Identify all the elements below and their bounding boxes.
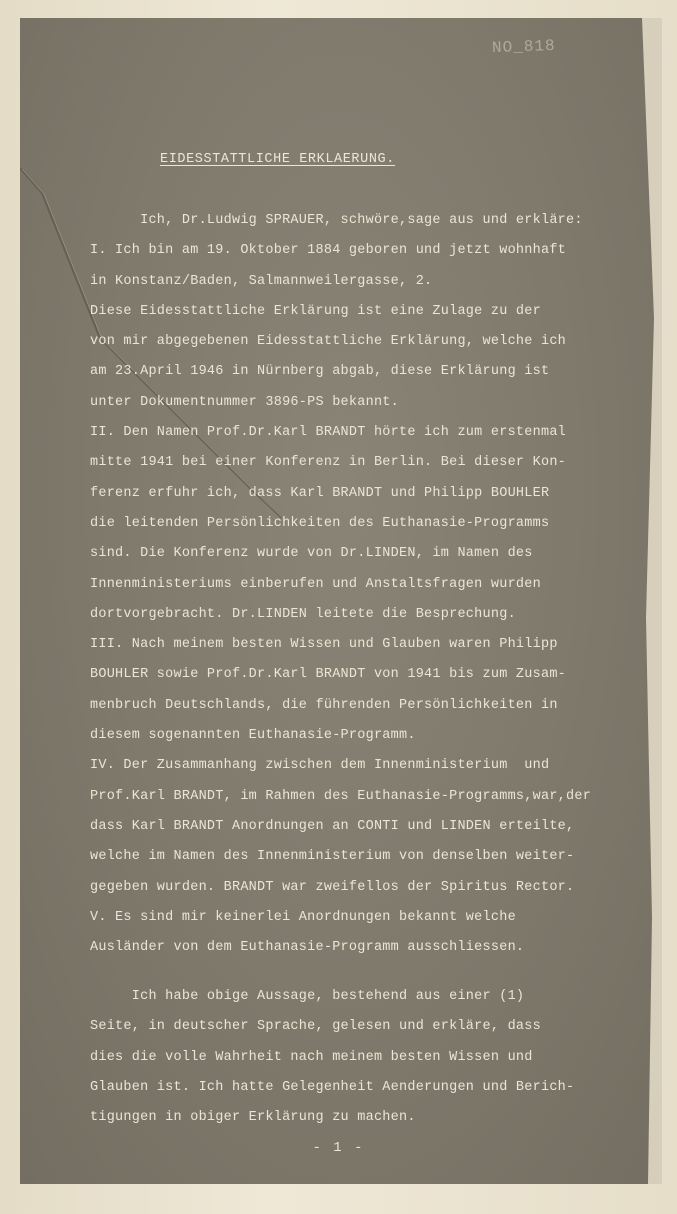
text-line: Innenministeriums einberufen und Anstaltsfragen wurden [90,576,541,592]
closing-line: tigungen in obiger Erklärung zu machen. [90,1110,416,1126]
text-line: menbruch Deutschlands, die führenden Persönlichkeiten in [90,697,558,713]
text-line: welche im Namen des Innenministerium von denselben weiter- [90,849,575,865]
text-line: dortvorgebracht. Dr.LINDEN leitete die Besprechung. [90,606,516,622]
text-line: am 23.April 1946 in Nürnberg abgab, diese Erklärung ist [90,364,550,380]
declaration-body [90,206,650,963]
text-line: die leitenden Persönlichkeiten des Euthanasie-Programms [90,515,550,531]
text-line: unter Dokumentnummer 3896-PS bekannt. [90,394,399,410]
text-line: IV. Der Zusammanhang zwischen dem Innenministerium und [90,758,550,774]
closing-line: Ich habe obige Aussage, bestehend aus einer (1) [90,989,525,1004]
text-line: Prof.Karl BRANDT, im Rahmen des Euthanasie-Programms,war,der [90,788,592,804]
text-line: III. Nach meinem besten Wissen und Glauben waren Philipp [90,637,558,653]
text-line: von mir abgegebenen Eidesstattliche Erklärung, welche ich [90,334,567,350]
closing-line: dies die volle Wahrheit nach meinem besten Wissen und [90,1049,533,1065]
text-line: Ausländer von dem Euthanasie-Programm ausschliessen. [90,940,525,956]
text-line: ferenz erfuhr ich, dass Karl BRANDT und Philipp BOUHLER [90,485,550,501]
text-line: diesem sogenannten Euthanasie-Programm. [90,728,416,744]
text-line: V. Es sind mir keinerlei Anordnungen bekannt welche [90,909,516,925]
text-line: dass Karl BRANDT Anordnungen an CONTI und LINDEN erteilte, [90,818,575,834]
text-line: mitte 1941 bei einer Konferenz in Berlin. Bei dieser Kon- [90,455,567,471]
text-line: BOUHLER sowie Prof.Dr.Karl BRANDT von 1941 bis zum Zusam- [90,667,567,683]
closing-line: Glauben ist. Ich hatte Gelegenheit Aenderungen und Berich- [90,1079,575,1095]
closing-statement [90,982,650,1133]
text-line: Diese Eidesstattliche Erklärung ist eine Zulage zu der [90,303,541,319]
handwritten-document-number: NO_818 [491,36,556,58]
text-line: II. Den Namen Prof.Dr.Karl BRANDT hörte ich zum erstenmal [90,425,567,441]
text-line: Ich, Dr.Ludwig SPRAUER, schwöre,sage aus und erkläre: [90,213,583,228]
text-line: I. Ich bin am 19. Oktober 1884 geboren und jetzt wohnhaft [90,243,567,259]
closing-line: Seite, in deutscher Sprache, gelesen und erkläre, dass [90,1019,541,1035]
text-line: gegeben wurden. BRANDT war zweifellos der Spiritus Rector. [90,879,575,895]
text-line: in Konstanz/Baden, Salmannweilergasse, 2. [90,273,433,289]
text-line: sind. Die Konferenz wurde von Dr.LINDEN, im Namen des [90,546,533,562]
document-title: EIDESSTATTLICHE ERKLAERUNG. [160,152,395,167]
page-number: - 1 - [312,1140,365,1156]
